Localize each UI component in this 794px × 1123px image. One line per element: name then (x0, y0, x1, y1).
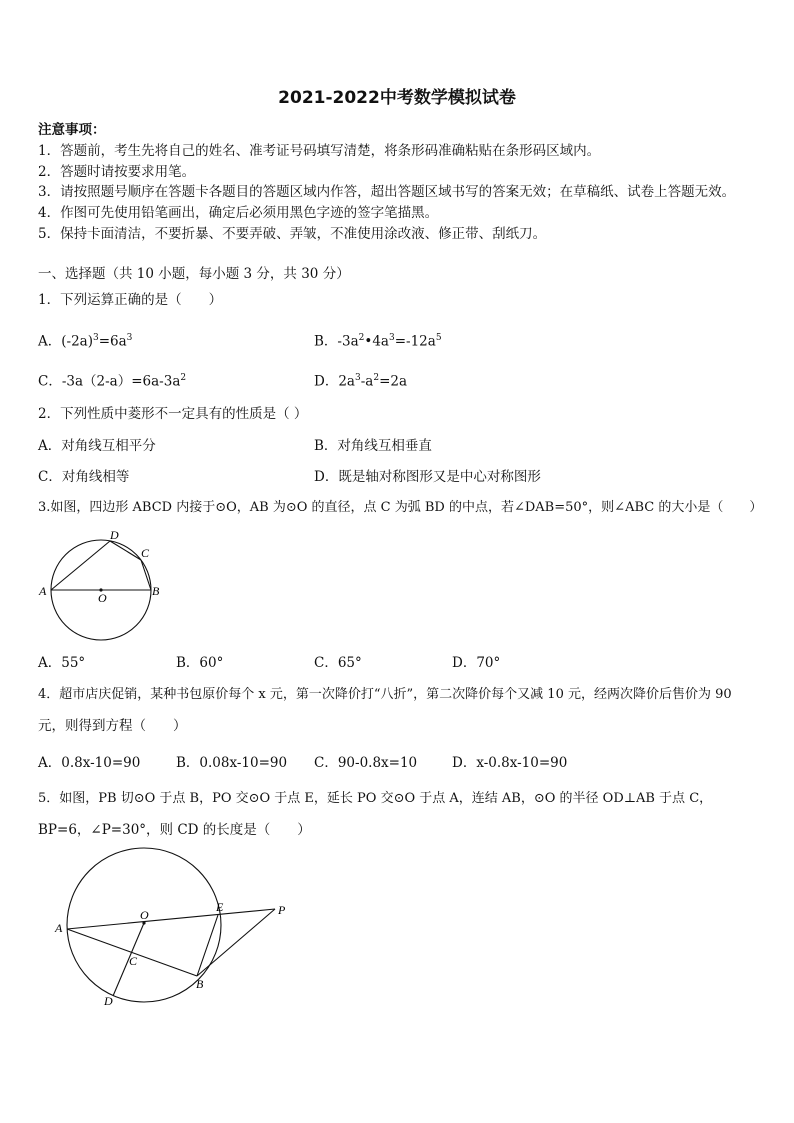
q1-option-c: C．$-3a(2-a)=6a-3a^2$ (38, 373, 187, 390)
q1-option-d: D．$2a^3-a^2=2a$ (314, 373, 408, 390)
notice-item: 4．作图可先使用铅笔画出，确定后必须用黑色字迹的签字笔描黑。 (38, 205, 439, 221)
q3-option-b: B．60° (176, 655, 224, 671)
label-b: B (152, 584, 160, 598)
q4-option-b: B．0.08x-10=90 (176, 755, 288, 771)
q3-option-d: D．70° (452, 655, 501, 671)
label-p: P (278, 903, 286, 917)
notice-heading: 注意事项： (38, 122, 106, 138)
q4-option-c: C．90-0.8x=10 (314, 755, 418, 771)
chord-dc (110, 541, 141, 560)
q2-option-b: B．对角线互相垂直 (314, 438, 432, 454)
label-c: C (129, 954, 138, 968)
notice-item: 3．请按照题号顺序在答题卡各题目的答题区域内作答，超出答题区域书写的答案无效；在草稿纸、试卷上答题无效。 (38, 184, 736, 200)
q4-option-a: A．0.8x-10=90 (38, 755, 141, 771)
label-c: C (141, 546, 150, 560)
label-a: A (55, 921, 63, 935)
question-5-stem: 5．如图，PB 切⊙O 于点 B，PO 交⊙O 于点 E，延长 PO 交⊙O 于点 A，连结 AB，⊙O 的半径 OD⊥AB 于点 C， (38, 791, 713, 806)
page-title: 2021-2022中考数学模拟试卷 (278, 88, 516, 108)
question-4-stem: 4．超市店庆促销，某种书包原价每个 x 元，第一次降价打“八折”，第二次降价每个又减 10 元，经两次降价后售价为 90 (38, 687, 732, 702)
q3-option-a: A．55° (38, 655, 86, 671)
label-a: A (39, 584, 47, 598)
q4-option-d: D．x-0.8x-10=90 (452, 755, 568, 771)
label-d: D (104, 994, 113, 1008)
label-d: D (110, 528, 119, 542)
chord-cb (141, 560, 151, 590)
q2-option-a: A．对角线互相平分 (38, 438, 156, 454)
q2-option-d: D．既是轴对称图形又是中心对称图形 (314, 469, 541, 485)
notice-item: 5．保持卡面清洁，不要折暴、不要弄破、弄皱，不准使用涂改液、修正带、刮纸刀。 (38, 226, 547, 242)
q2-option-c: C．对角线相等 (38, 469, 130, 485)
question-5-stem-cont: BP=6，∠P=30°，则 CD 的长度是（ ） (38, 822, 311, 838)
label-o: O (98, 591, 107, 605)
section-heading: 一、选择题（共 10 小题，每小题 3 分，共 30 分） (38, 266, 350, 282)
label-b: B (196, 977, 204, 991)
label-e: E (216, 900, 224, 914)
question-2-stem: 2．下列性质中菱形不一定具有的性质是（ ） (38, 406, 308, 422)
notice-item: 1．答题前，考生先将自己的姓名、准考证号码填写清楚，将条形码准确粘贴在条形码区域内。 (38, 143, 601, 159)
q3-option-c: C．65° (314, 655, 362, 671)
q1-option-b: B．$-3a^2•4a^3=-12a^5$ (314, 333, 442, 350)
q3-circle-figure (38, 528, 162, 640)
question-1-stem: 1．下列运算正确的是（ ） (38, 292, 223, 308)
question-4-stem-cont: 元，则得到方程（ ） (38, 718, 187, 734)
label-o: O (140, 908, 149, 922)
q1-option-a: A．$(-2a)^3=6a^3$ (38, 333, 133, 350)
chord-ad (51, 541, 110, 590)
question-3-stem: 3.如图，四边形 ABCD 内接于⊙O，AB 为⊙O 的直径，点 C 为弧 BD 的中点，若∠DAB=50°，则∠ABC 的大小是（ ） (38, 500, 763, 515)
notice-item: 2．答题时请按要求用笔。 (38, 164, 196, 180)
line-ap (67, 909, 275, 929)
q5-tangent-figure (50, 845, 290, 1010)
